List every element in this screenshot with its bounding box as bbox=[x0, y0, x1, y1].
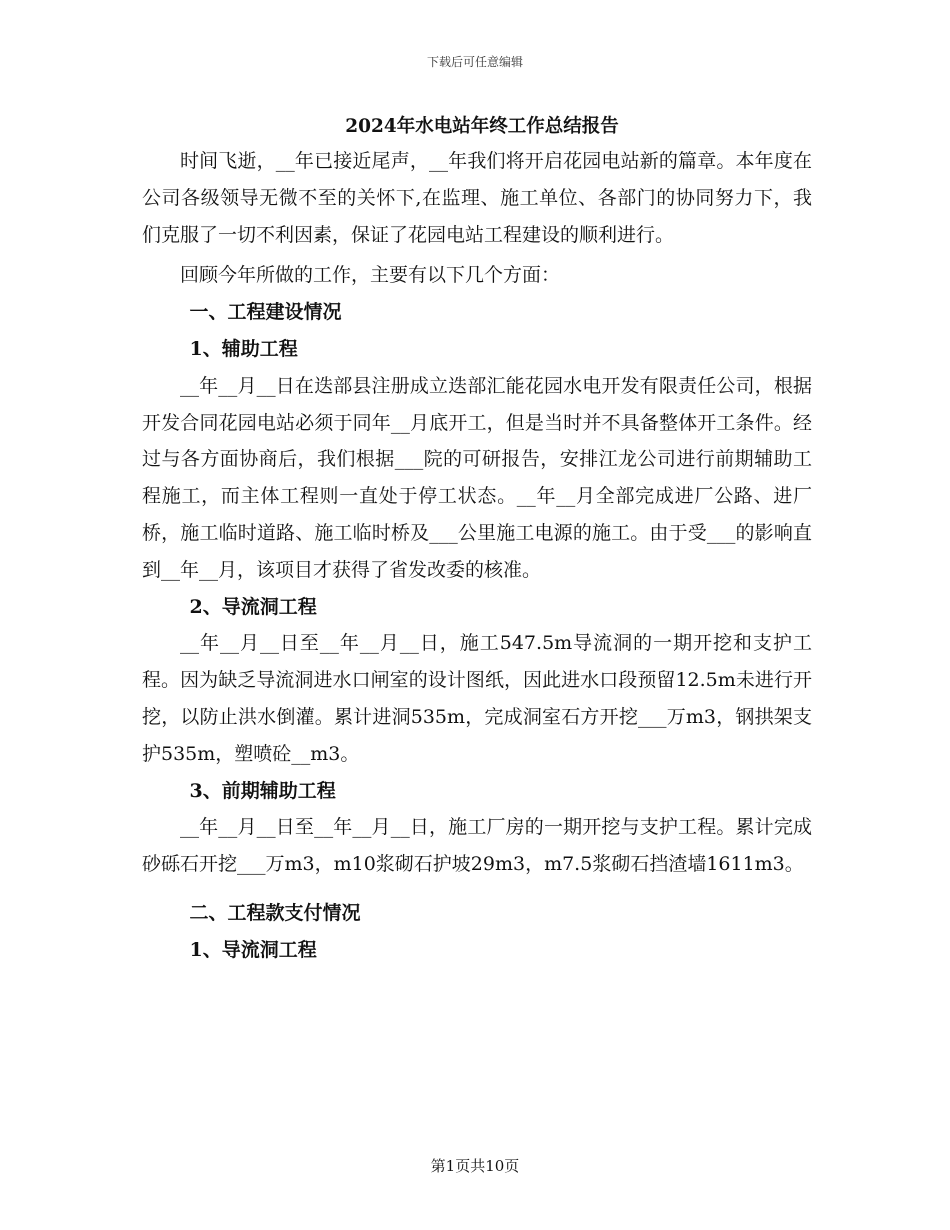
heading-section-2: 二、工程款支付情况 bbox=[189, 901, 361, 924]
document-title: 2024年水电站年终工作总结报告 bbox=[345, 116, 619, 137]
paragraph-review: 回顾今年所做的工作，主要有以下几个方面： bbox=[180, 264, 561, 287]
paragraph-diversion-tunnel: __年__月__日至__年__月__日，施工547.5m导流洞的一期开挖和支护工程。因为缺乏导流洞进水口闸室的设计图纸，因此进水口段预留12.5m未进行开挖，以防止洪水倒灌。累计进洞535m，完成洞室石方开挖___万m3，钢拱架支护535m，塑喷砼__m3。 bbox=[142, 632, 812, 765]
document-body bbox=[142, 112, 812, 969]
paragraph-auxiliary-works: __年__月__日在迭部县注册成立迭部汇能花园水电开发有限责任公司，根据开发合同花园电站必须于同年__月底开工，但是当时并不具备整体开工条件。经过与各方面协商后，我们根据___院的可研报告，安排江龙公司进行前期辅助工程施工，而主体工程则一直处于停工状态。__年__月全部完成进厂公路、进厂桥，施工临时道路、施工临时桥及___公里施工电源的施工。由于受___的影响直到__年__月，该项目才获得了省发改委的核准。 bbox=[142, 374, 812, 581]
heading-subsection-1-1: 1、辅助工程 bbox=[189, 337, 298, 360]
header-note: 下载后可任意编辑 bbox=[426, 55, 523, 69]
heading-subsection-1-2: 2、导流洞工程 bbox=[189, 595, 317, 618]
paragraph-intro: 时间飞逝，__年已接近尾声，__年我们将开启花园电站新的篇章。本年度在公司各级领导无微不至的关怀下,在监理、施工单位、各部门的协同努力下，我们克服了一切不利因素，保证了花园电站工程建设的顺利进行。 bbox=[142, 150, 812, 246]
paragraph-early-auxiliary: __年__月__日至__年__月__日，施工厂房的一期开挖与支护工程。累计完成砂砾石开挖___万m3，m10浆砌石护坡29m3，m7.5浆砌石挡渣墙1611m3。 bbox=[142, 816, 812, 876]
page-footer: 第1页共10页 bbox=[430, 1157, 520, 1175]
heading-subsection-1-3: 3、前期辅助工程 bbox=[189, 779, 336, 802]
heading-section-1: 一、工程建设情况 bbox=[189, 301, 342, 324]
heading-subsection-2-1: 1、导流洞工程 bbox=[189, 938, 317, 961]
